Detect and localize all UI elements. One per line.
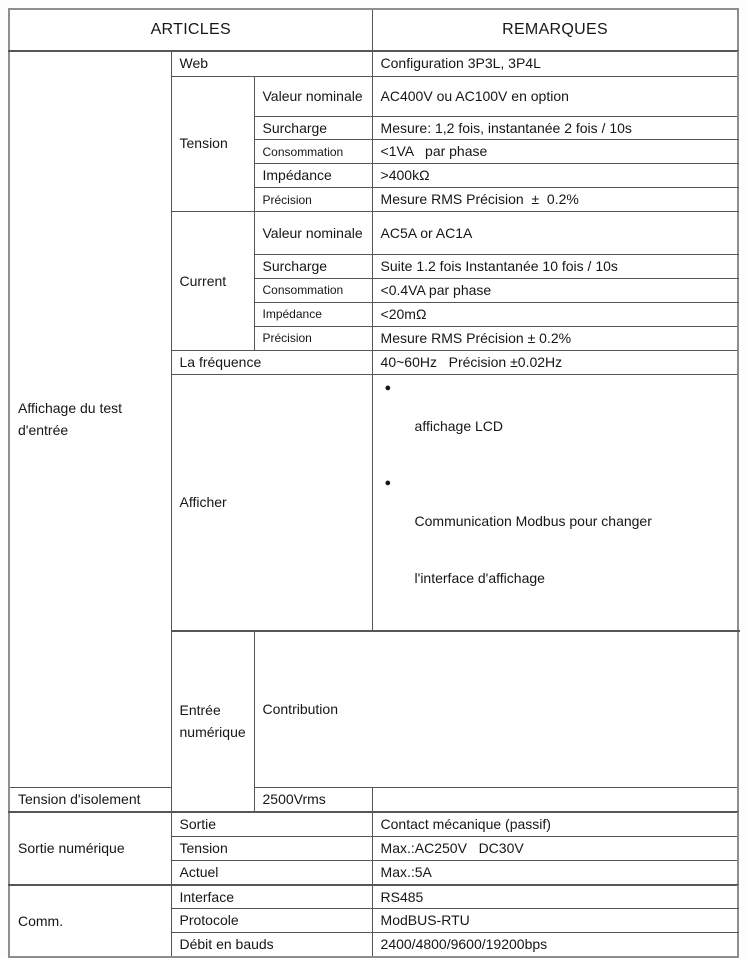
cell-tension-consommation-value: <1VA par phase <box>372 140 738 164</box>
cell-sortie-label: Sortie <box>171 812 372 836</box>
cell-debit-bauds-label: Débit en bauds <box>171 933 372 957</box>
cell-tension-impedance-label: Impédance <box>254 164 372 188</box>
cell-tension-consommation-label: Consommation <box>254 140 372 164</box>
cell-web-label: Web <box>171 51 372 76</box>
cell-current-precision-label: Précision <box>254 326 372 350</box>
cell-tension-surcharge-label: Surcharge <box>254 116 372 140</box>
cell-current-consommation-value: <0.4VA par phase <box>372 279 738 303</box>
cell-debit-bauds-value: 2400/4800/9600/19200bps <box>372 933 738 957</box>
cell-contribution-label: Contribution <box>254 631 738 788</box>
cell-tension-isolement-label: Tension d'isolement <box>9 787 254 811</box>
cell-current-impedance-label: Impédance <box>254 303 372 327</box>
cell-tension-valeur-nominale-value: AC400V ou AC100V en option <box>372 76 738 116</box>
cell-sortie-tension-value: Max.:AC250V DC30V <box>372 836 738 860</box>
column-header-remarques: REMARQUES <box>372 9 738 51</box>
column-header-articles: ARTICLES <box>9 9 372 51</box>
cell-protocole-value: ModBUS-RTU <box>372 909 738 933</box>
cell-web-value: Configuration 3P3L, 3P4L <box>372 51 738 76</box>
group-label-entree-numerique: Entrée numérique <box>171 631 254 812</box>
group-label-current: Current <box>171 212 254 351</box>
cell-frequence-label: La fréquence <box>171 350 372 374</box>
cell-tension-isolement-value: 2500Vrms <box>254 787 372 811</box>
cell-tension-precision-value: Mesure RMS Précision ± 0.2% <box>372 188 738 212</box>
cell-actuel-label: Actuel <box>171 860 372 884</box>
cell-interface-value: RS485 <box>372 885 738 909</box>
bullet-icon: ● <box>384 476 392 489</box>
spec-table <box>8 8 739 958</box>
cell-afficher-label: Afficher <box>171 374 372 631</box>
cell-frequence-value: 40~60Hz Précision ±0.02Hz <box>372 350 738 374</box>
cell-protocole-label: Protocole <box>171 909 372 933</box>
group-label-input-test: Affichage du test d'entrée <box>9 51 171 787</box>
cell-current-impedance-value: <20mΩ <box>372 303 738 327</box>
cell-afficher-value <box>372 374 738 631</box>
cell-tension-precision-label: Précision <box>254 188 372 212</box>
group-label-sortie-numerique: Sortie numérique <box>9 812 171 885</box>
bullet-icon: ● <box>384 381 392 394</box>
bullet-text-line: l'interface d'affichage <box>414 569 545 586</box>
cell-actuel-value: Max.:5A <box>372 860 738 884</box>
list-item <box>379 474 730 626</box>
cell-current-surcharge-value: Suite 1.2 fois Instantanée 10 fois / 10s <box>372 255 738 279</box>
cell-tension-impedance-value: >400kΩ <box>372 164 738 188</box>
bullet-text-line: Communication Modbus pour changer <box>414 512 652 529</box>
cell-current-valeur-nominale-value: AC5A or AC1A <box>372 212 738 255</box>
cell-current-precision-value: Mesure RMS Précision ± 0.2% <box>372 326 738 350</box>
list-item <box>379 379 730 474</box>
cell-tension-surcharge-value: Mesure: 1,2 fois, instantanée 2 fois / 10s <box>372 116 738 140</box>
cell-current-consommation-label: Consommation <box>254 279 372 303</box>
cell-current-valeur-nominale-label: Valeur nominale <box>254 212 372 255</box>
cell-current-surcharge-label: Surcharge <box>254 255 372 279</box>
cell-sortie-value: Contact mécanique (passif) <box>372 812 738 836</box>
group-label-tension: Tension <box>171 76 254 212</box>
cell-tension-valeur-nominale-label: Valeur nominale <box>254 76 372 116</box>
cell-sortie-tension-label: Tension <box>171 836 372 860</box>
bullet-text-line: affichage LCD <box>414 417 503 434</box>
cell-interface-label: Interface <box>171 885 372 909</box>
group-label-comm: Comm. <box>9 885 171 958</box>
